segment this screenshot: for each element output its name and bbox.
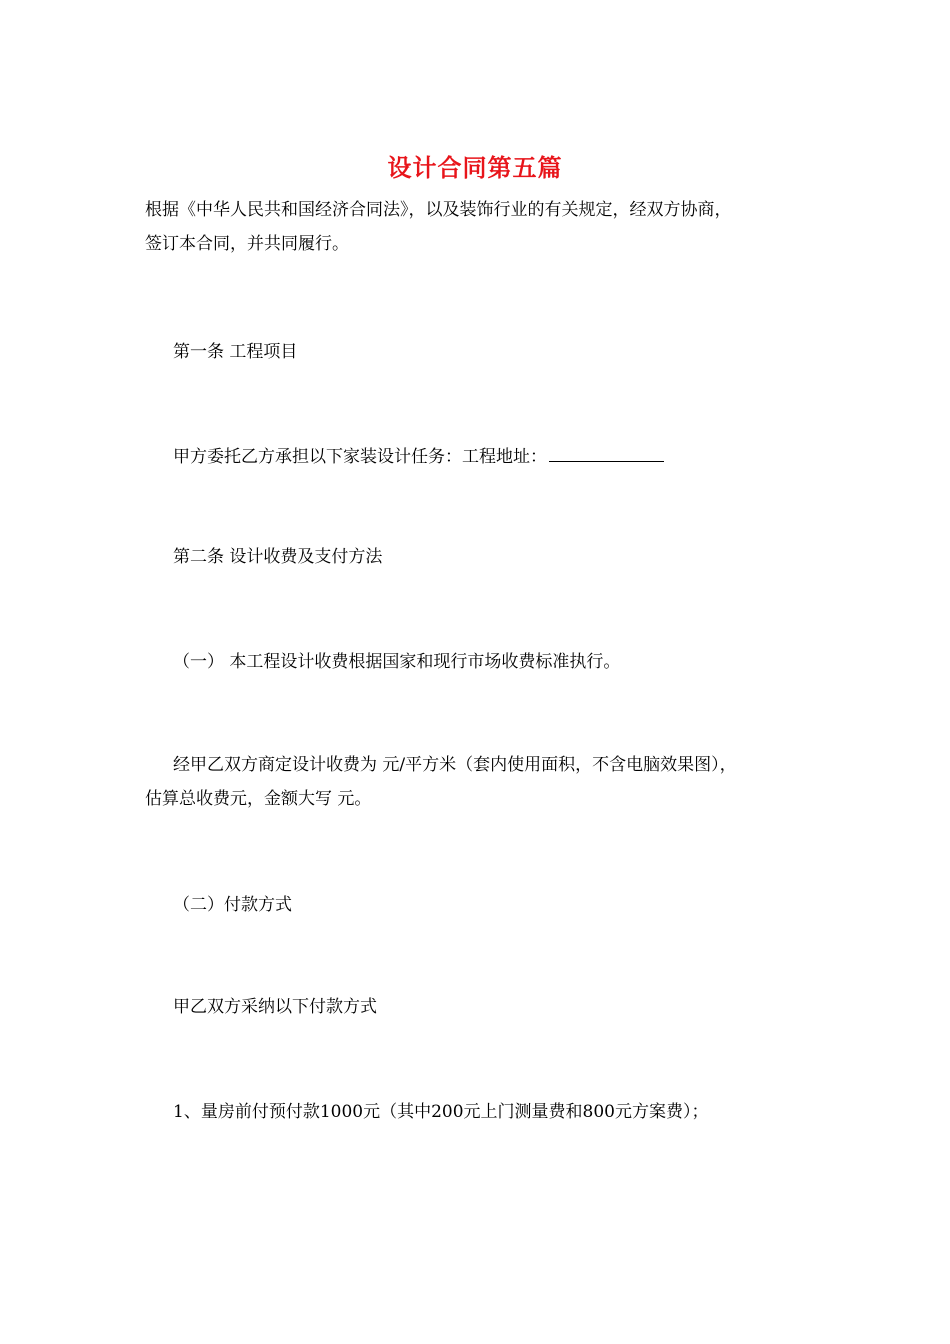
article-1-heading: 第一条 工程项目 xyxy=(173,342,298,362)
article-2-heading: 第二条 设计收费及支付方法 xyxy=(173,547,383,567)
article-1-text: 甲方委托乙方承担以下家装设计任务：工程地址： xyxy=(173,447,547,467)
fee-paragraph xyxy=(145,748,835,816)
document-title: 设计合同第五篇 xyxy=(387,153,563,182)
section-2-heading: （二）付款方式 xyxy=(173,895,292,915)
payment-item-1: 1、量房前付预付款1000元（其中200元上门测量费和800元方案费）； xyxy=(173,1102,709,1122)
article-1-paragraph xyxy=(173,440,863,474)
fee-line-1: 经甲乙双方商定设计收费为 元/平方米（套内使用面积，不含电脑效果图）， xyxy=(173,755,737,775)
section-1-text: （一） 本工程设计收费根据国家和现行市场收费标准执行。 xyxy=(173,652,621,672)
intro-line-1: 根据《中华人民共和国经济合同法》，以及装饰行业的有关规定，经双方协商， xyxy=(145,200,732,220)
address-blank-line xyxy=(549,443,664,462)
intro-line-2: 签订本合同，并共同履行。 xyxy=(145,234,349,254)
fee-line-2: 估算总收费元，金额大写 元。 xyxy=(145,789,372,809)
payment-intro: 甲乙双方采纳以下付款方式 xyxy=(173,997,377,1017)
intro-paragraph xyxy=(145,193,835,261)
